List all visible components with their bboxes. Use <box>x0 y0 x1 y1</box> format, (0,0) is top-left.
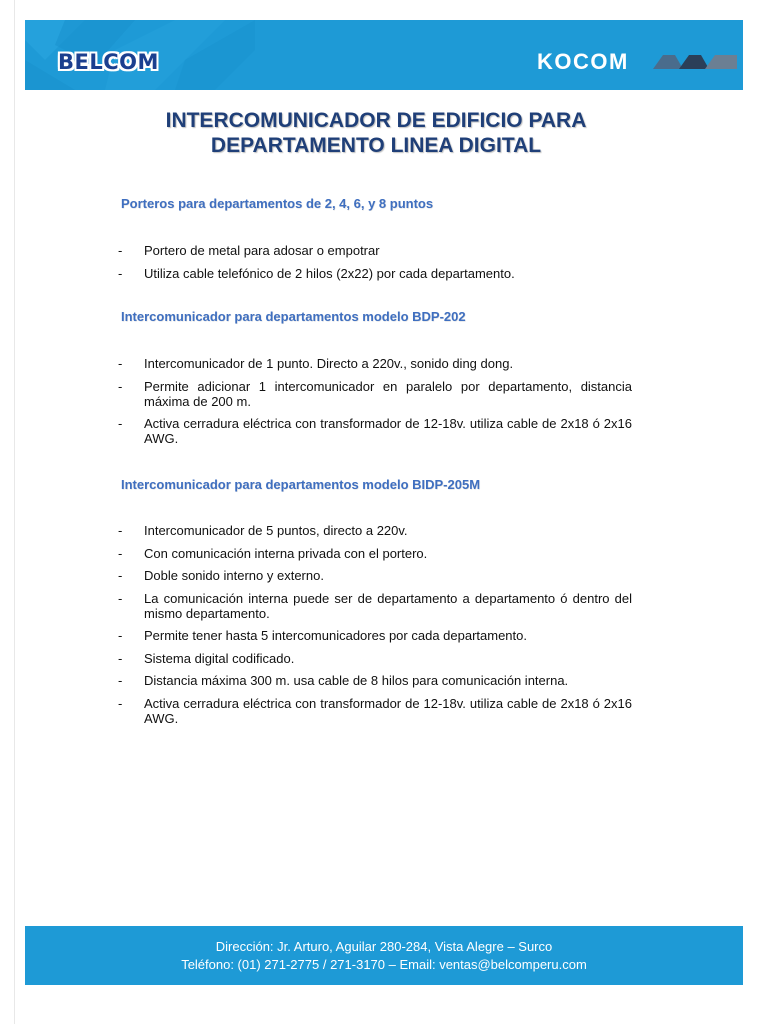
list-item <box>118 356 632 371</box>
title-line-2: DEPARTAMENTO LINEA DIGITAL <box>210 134 542 157</box>
bullet-dash: - <box>118 673 123 688</box>
list-item-text: Activa cerradura eléctrica con transformador de 12-18v. utiliza cable de 2x18 ó 2x16 AWG. <box>144 416 632 446</box>
section-list-porteros <box>118 243 632 288</box>
bullet-dash: - <box>118 356 123 371</box>
list-item-text: Intercomunicador de 1 punto. Directo a 220v., sonido ding dong. <box>144 356 514 371</box>
bullet-dash: - <box>118 378 123 394</box>
bullet-dash: - <box>118 568 123 583</box>
list-item <box>118 546 632 561</box>
list-item-text: Activa cerradura eléctrica con transformador de 12-18v. utiliza cable de 2x18 ó 2x16 AWG. <box>144 695 632 726</box>
list-item <box>118 266 632 281</box>
list-item-text: Distancia máxima 300 m. usa cable de 8 hilos para comunicación interna. <box>144 673 569 688</box>
list-item-text: La comunicación interna puede ser de departamento a departamento ó dentro del mismo departamento. <box>144 590 632 621</box>
list-item <box>118 523 632 538</box>
title-line-1: INTERCOMUNICADOR DE EDIFICIO PARA <box>165 109 587 132</box>
bullet-dash: - <box>118 590 123 606</box>
list-item <box>118 651 632 666</box>
bullet-dash: - <box>118 695 123 711</box>
footer-banner <box>25 926 743 985</box>
list-item <box>118 243 632 258</box>
list-item-text: Doble sonido interno y externo. <box>144 568 324 583</box>
list-item-text: Intercomunicador de 5 puntos, directo a 220v. <box>144 523 408 538</box>
list-item <box>118 628 632 643</box>
section-list-bdp202 <box>118 356 632 454</box>
list-item <box>118 379 632 409</box>
list-item-text: Sistema digital codificado. <box>144 650 295 666</box>
page-edge <box>14 0 15 1024</box>
list-item-text: Con comunicación interna privada con el portero. <box>144 545 428 561</box>
kocom-logo: KOCOM <box>537 49 629 74</box>
header-banner <box>25 20 743 90</box>
section-heading-bdp202: Intercomunicador para departamentos modelo BDP-202 <box>121 309 466 324</box>
bullet-dash: - <box>118 650 123 666</box>
list-item <box>118 568 632 583</box>
list-item-text: Portero de metal para adosar o empotrar <box>144 243 380 258</box>
belcom-logo: BELCOM <box>58 50 159 74</box>
list-item <box>118 696 632 726</box>
list-item <box>118 673 632 688</box>
footer-contact: Teléfono: (01) 271-2775 / 271-3170 – Email: ventas@belcomperu.com <box>181 957 587 972</box>
list-item <box>118 416 632 446</box>
kocom-chevron-icon <box>653 55 737 69</box>
list-item-text: Permite adicionar 1 intercomunicador en paralelo por departamento, distancia máxima de 200 m. <box>144 378 632 409</box>
list-item-text: Utiliza cable telefónico de 2 hilos (2x22) por cada departamento. <box>144 265 515 281</box>
bullet-dash: - <box>118 523 123 538</box>
page-title <box>100 108 652 158</box>
list-item-text: Permite tener hasta 5 intercomunicadores por cada departamento. <box>144 628 527 643</box>
bullet-dash: - <box>118 243 123 258</box>
bullet-dash: - <box>118 265 123 281</box>
footer-address: Dirección: Jr. Arturo, Aguilar 280-284, Vista Alegre – Surco <box>215 939 553 954</box>
list-item <box>118 591 632 621</box>
bullet-dash: - <box>118 628 123 643</box>
bullet-dash: - <box>118 545 123 561</box>
bullet-dash: - <box>118 416 123 431</box>
section-heading-porteros: Porteros para departamentos de 2, 4, 6, y 8 puntos <box>121 196 434 211</box>
section-list-bidp205m <box>118 523 632 733</box>
section-heading-bidp205m: Intercomunicador para departamentos modelo BIDP-205M <box>121 477 481 492</box>
